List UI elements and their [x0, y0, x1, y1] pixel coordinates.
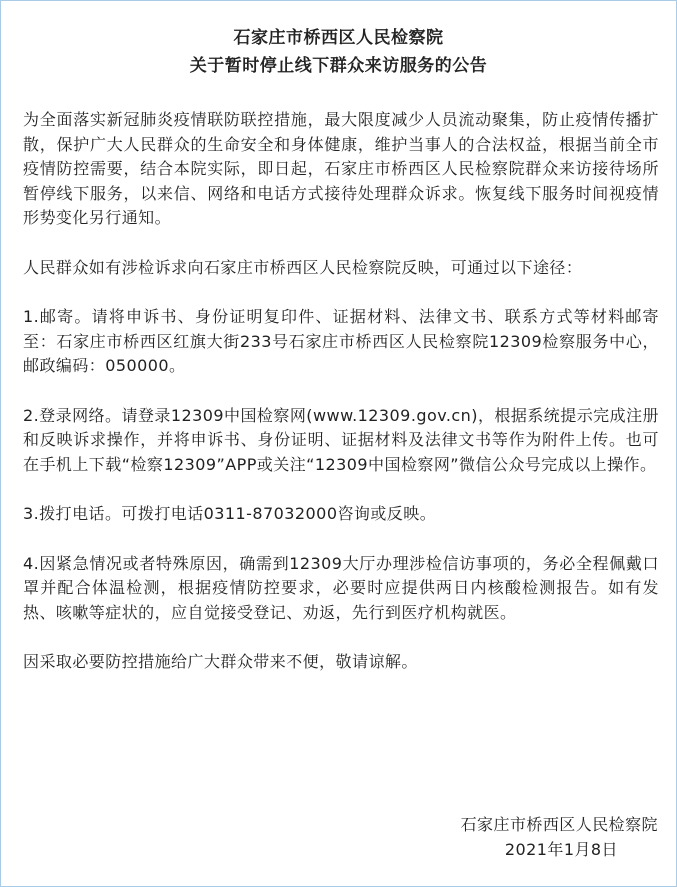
signature-organization: 石家庄市桥西区人民检察院 — [460, 815, 658, 834]
title-subject: 关于暂时停止线下群众来访服务的公告 — [189, 56, 488, 76]
paragraph-in-person: 4.因紧急情况或者特殊原因，确需到12309大厅办理涉检信访事项的，务必全程佩戴口罩并配合体温检测，根据疫情防控要求，必要时应提供两日内核酸检测报告。如有发热、咳嗽等症状的，应自觉接受登记、劝返，先行到医疗机构就医。 — [23, 553, 659, 622]
paragraph-closing: 因采取必要防控措施给广大群众带来不便，敬请谅解。 — [23, 652, 418, 671]
notice-title — [1, 24, 676, 80]
title-organization: 石家庄市桥西区人民检察院 — [233, 28, 444, 48]
signature-block — [461, 813, 658, 862]
paragraph-intro: 为全面落实新冠肺炎疫情联防联控措施，最大限度减少人员流动聚集，防止疫情传播扩散，保护广大人民群众的生命安全和身体健康，维护当事人的合法权益，根据当前全市疫情防控需要，结合本院实际，即日起，石家庄市桥西区人民检察院群众来访接待场所暂停线下服务，以来信、网络和电话方式接待处理群众诉求。恢复线下服务时间视疫情形势变化另行通知。 — [23, 110, 659, 227]
signature-date: 2021年1月8日 — [504, 839, 618, 859]
paragraph-phone: 3.拨打电话。可拨打电话0311-87032000咨询或反映。 — [23, 504, 437, 523]
notice-body — [23, 108, 659, 700]
paragraph-online: 2.登录网络。请登录12309中国检察网(www.12309.gov.cn)，根据系统提示完成注册和反映诉求操作，并将申诉书、身份证明、证据材料及法律文书等作为附件上传。也可在手机上下载“检察12309”APP或关注“12309中国检察网”微信公众号完成以上操作。 — [23, 405, 659, 474]
paragraph-mail: 1.邮寄。请将申诉书、身份证明复印件、证据材料、法律文书、联系方式等材料邮寄至：石家庄市桥西区红旗大街233号石家庄市桥西区人民检察院12309检察服务中心，邮政编码：050000。 — [23, 307, 659, 375]
paragraph-channels-lead: 人民群众如有涉检诉求向石家庄市桥西区人民检察院反映，可通过以下途径： — [23, 257, 583, 277]
